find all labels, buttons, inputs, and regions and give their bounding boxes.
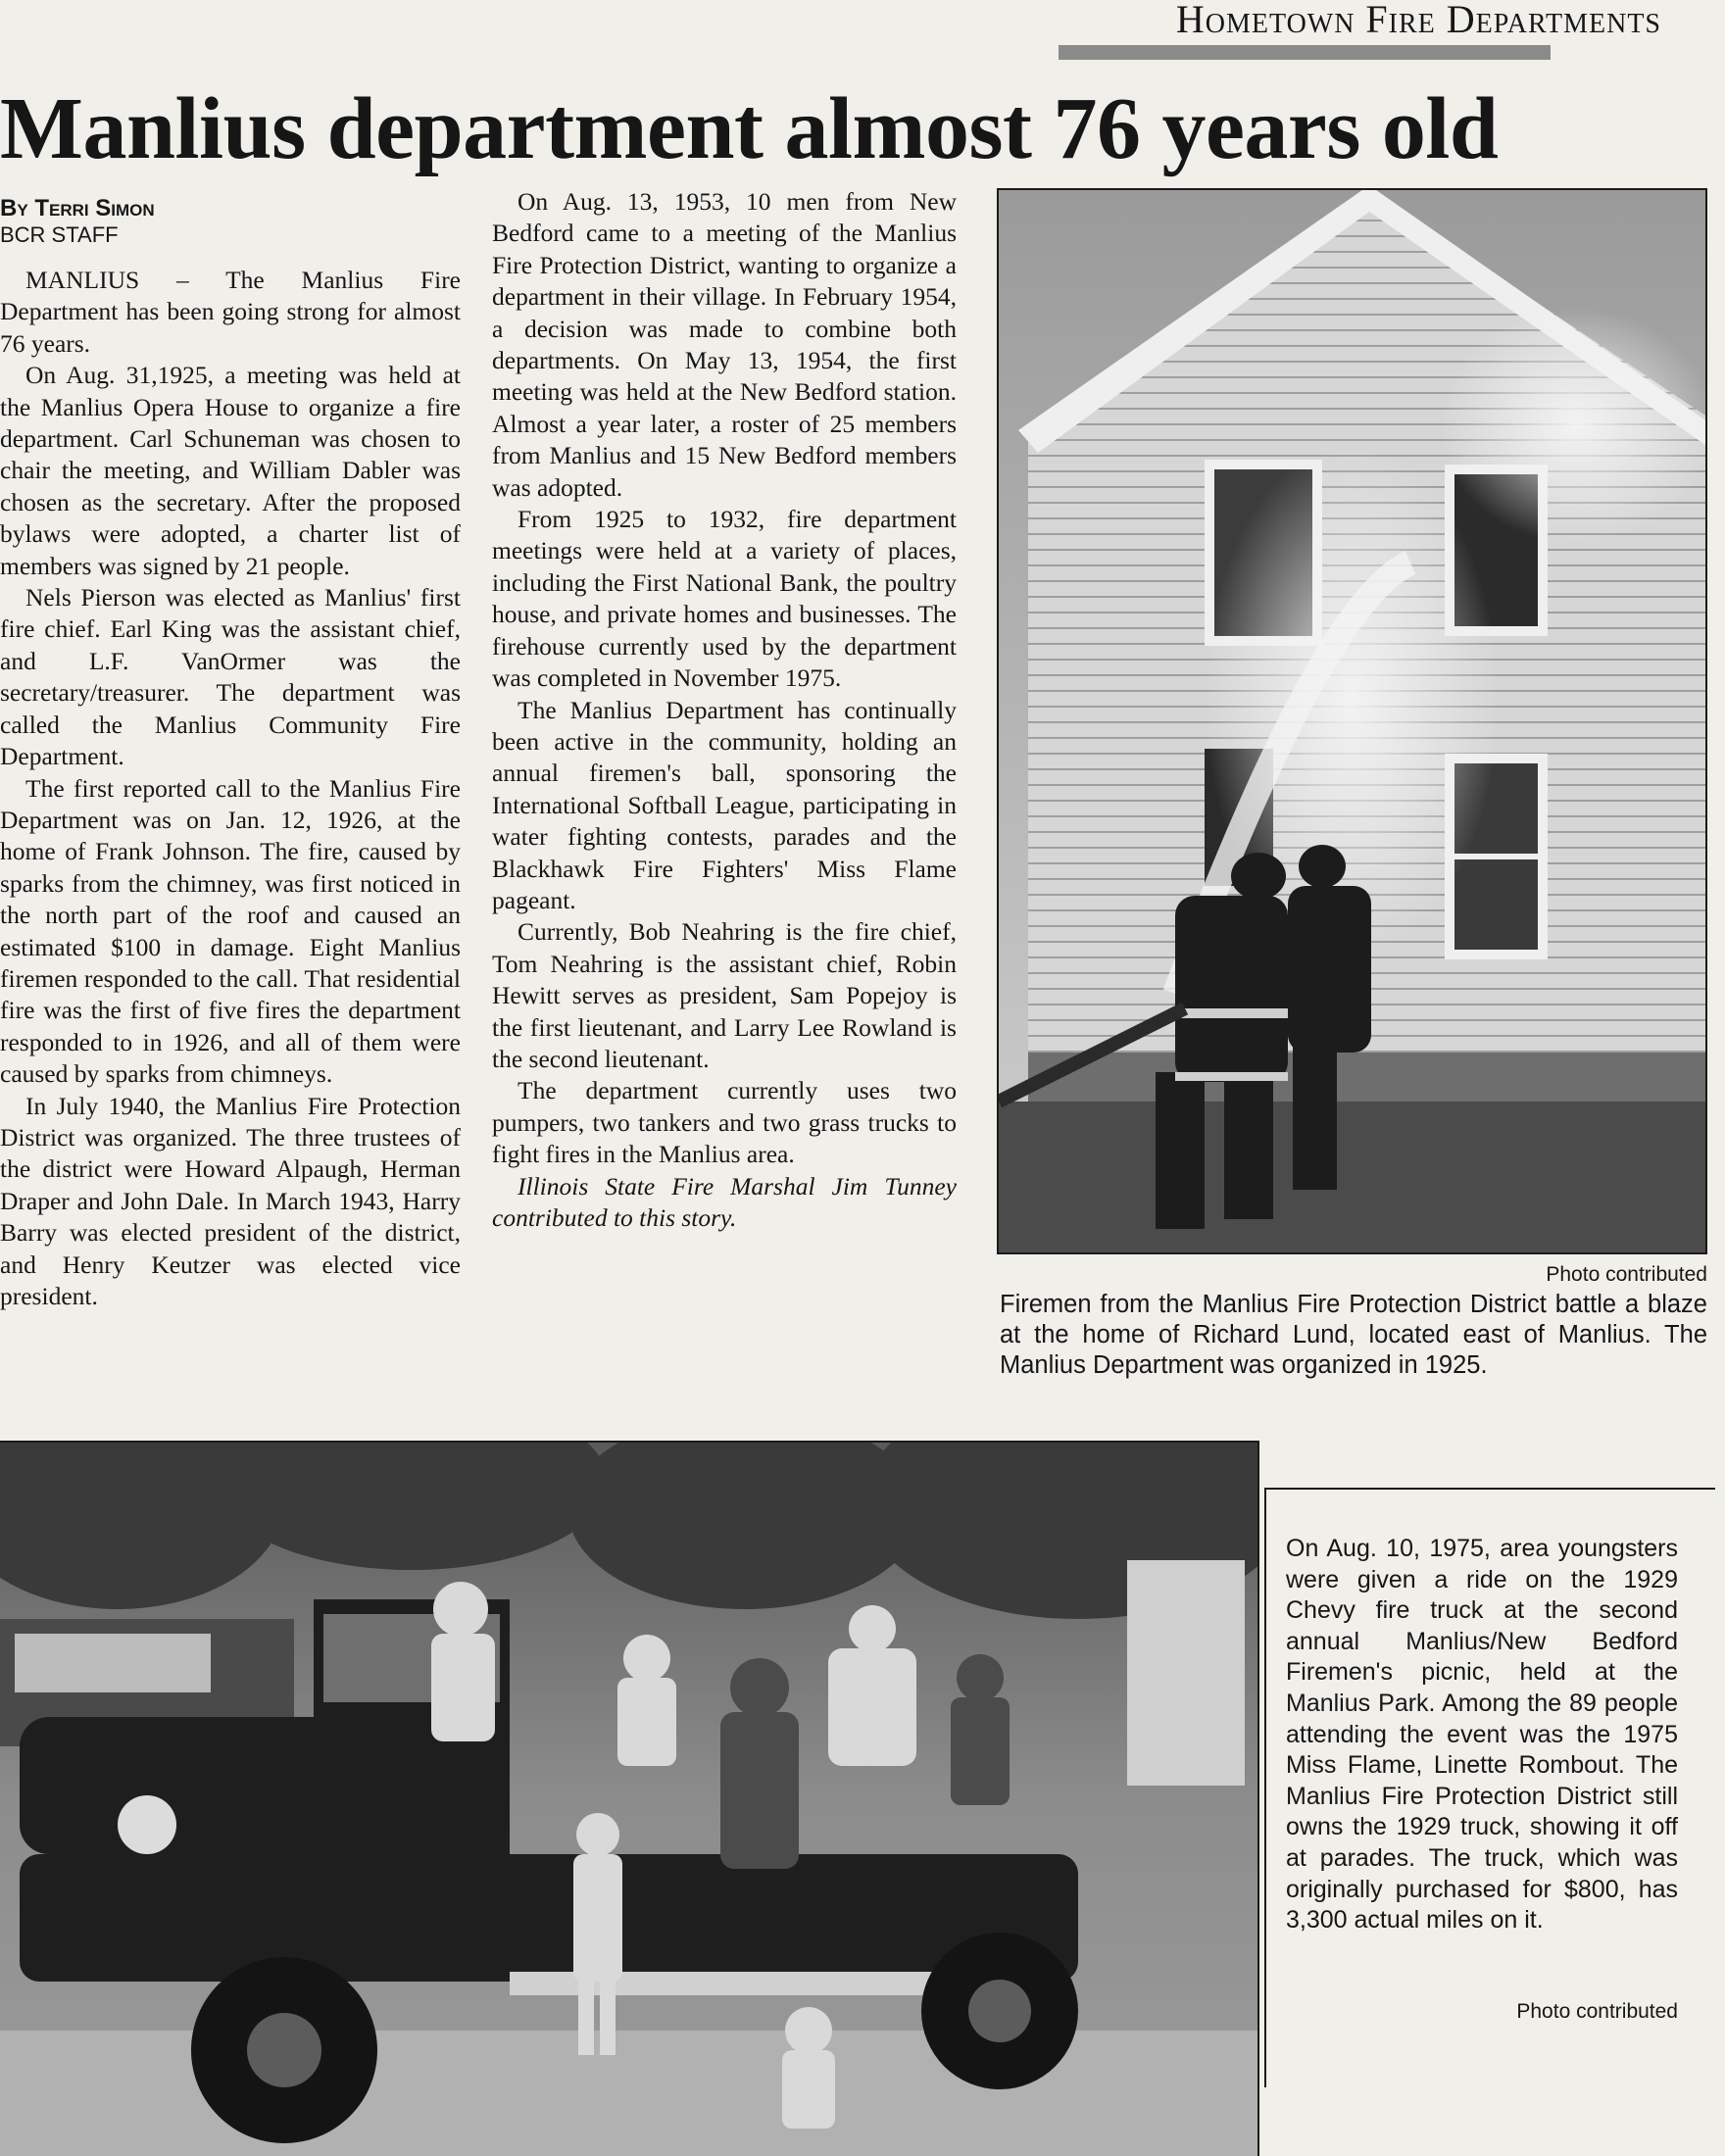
photo-credit: Photo contributed <box>1546 1263 1707 1286</box>
fire-truck-photo <box>0 1441 1259 2156</box>
paragraph: The department currently uses two pumpers, two tankers and two grass trucks to fight fires in the Manlius area. <box>492 1076 957 1169</box>
contributor-note: Illinois State Fire Marshal Jim Tunney contributed to this story. <box>492 1171 957 1232</box>
paragraph: In July 1940, the Manlius Fire Protection District was organized. The three trustees of the district were Howard Alpaugh, Herman Draper and John Dale. In March 1943, Harry Barry was elected president of the district, and Henry Keutzer was elected vice president. <box>0 1091 461 1310</box>
paragraph: Nels Pierson was elected as Manlius' first fire chief. Earl King was the assistant chief, and L.F. VanOrmer was the secretary/treasurer. The department was called the Manlius Community Fire Department. <box>0 583 461 771</box>
section-rule <box>1059 45 1551 60</box>
article-column-2 <box>492 186 957 1234</box>
house-fire-photo <box>997 188 1707 1254</box>
article-column-1 <box>0 265 461 1312</box>
paragraph: From 1925 to 1932, fire department meetings were held at a variety of places, including the First National Bank, the poultry house, and private homes and businesses. The firehouse currently used by the department was completed in November 1975. <box>492 505 957 693</box>
paragraph: Currently, Bob Neahring is the fire chief, Tom Neahring is the assistant chief, Robin Hewitt serves as president, Sam Popejoy is the first lieutenant, and Larry Lee Rowland is the second lieutenant. <box>492 917 957 1073</box>
headline: Manlius department almost 76 years old <box>0 80 1499 177</box>
paragraph: The Manlius Department has continually been active in the community, holding an annual firemen's ball, sponsoring the International Softball League, participating in water fighting contests, parades and the Blackhawk Fire Fighters' Miss Flame pageant. <box>492 695 957 914</box>
byline-staff: BCR STAFF <box>0 222 119 247</box>
section-title: Hometown Fire Departments <box>1175 0 1661 41</box>
byline: By Terri Simon <box>0 195 155 221</box>
paragraph: MANLIUS – The Manlius Fire Department has been going strong for almost 76 years. <box>0 266 461 358</box>
paragraph: On Aug. 13, 1953, 10 men from New Bedford came to a meeting of the Manlius Fire Protection District, wanting to organize a department in their village. In February 1954, a decision was made to combine both departments. On May 13, 1954, the first meeting was held at the New Bedford station. Almost a year later, a roster of 25 members from Manlius and 15 New Bedford members was adopted. <box>492 187 957 502</box>
truck-photo-caption: On Aug. 10, 1975, area youngsters were given a ride on the 1929 Chevy fire truck at the second annual Manlius/New Bedford Firemen's picnic, held at the Manlius Park. Among the 89 people attending the event was the 1975 Miss Flame, Linette Rombout. The Manlius Fire Protection District still owns the 1929 truck, showing it off at parades. The truck, which was originally purchased for $800, has 3,300 actual miles on it. <box>1286 1535 1678 1935</box>
house-fire-illustration <box>999 190 1705 1252</box>
fire-truck-illustration <box>0 1443 1257 2156</box>
photo-caption: Firemen from the Manlius Fire Protection District battle a blaze at the home of Richard Lund, located east of Manlius. The Manlius Department was organized in 1925. <box>1000 1291 1707 1379</box>
truck-photo-credit: Photo contributed <box>1516 2000 1678 2023</box>
paragraph: The first reported call to the Manlius Fire Department was on Jan. 12, 1926, at the home of Frank Johnson. The fire, caused by sparks from the chimney, was first noticed in the north part of the roof and caused an estimated $100 in damage. Eight Manlius firemen responded to the call. That residential fire was the first of five fires the department responded to in 1926, and all of them were caused by sparks from chimneys. <box>0 773 461 1089</box>
paragraph: On Aug. 31,1925, a meeting was held at the Manlius Opera House to organize a fire department. Carl Schuneman was chosen to chair the meeting, and William Dabler was chosen as the secretary. After the proposed bylaws were adopted, a charter list of members was signed by 21 people. <box>0 361 461 580</box>
